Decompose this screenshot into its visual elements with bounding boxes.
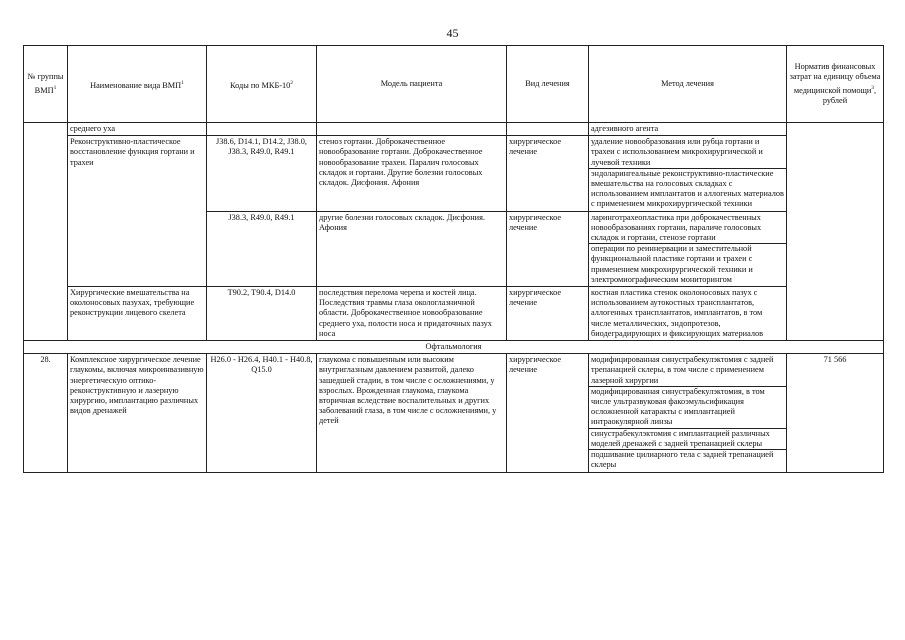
icd-codes-cell: J38.6, D14.1, D14.2, J38.0, J38.3, R49.0, R49.1 [207,136,317,211]
table-row [24,123,884,136]
method-item: операции по реиннервации и заместительной функциональной пластике гортани и трахеи с применением микрохирургической техники и электромиографическим мониторингом [591,244,753,284]
icd-codes-cell: T90.2, T90.4, D14.0 [207,287,317,341]
header-vmp-name: Наименование вида ВМП$^1$ [68,46,207,123]
header-group-no: № группы ВМП$^1$ [24,46,68,123]
icd-codes-cell: H26.0 - H26.4, H40.1 - H40.8, Q15.0 [207,354,317,472]
table-row [24,287,884,341]
method-cell [589,211,787,286]
method-cell [589,136,787,211]
group-cell: 28. [24,354,68,472]
cost-cell: 71 566 [787,354,884,472]
method-item: модифицированная синустрабекулэктомия с задней трепанацией склеры, в том числе с применением лазерной хирургии [589,355,786,387]
header-patient-model: Модель пациента [317,46,507,123]
table-row [24,136,884,211]
method-item: модифицированная синустрабекулэктомия, в том числе ультразвуковая факоэмульсификация осложненной катаракты с имплантацией интраокулярной линзы [589,387,786,429]
patient-model-cell: глаукома с повышенным или высоким внутриглазным давлением развитой, далеко зашедшей стадии, в том числе с осложнениями, у взрослых. Врожденная глаукома, глаукома вторичная вследствие воспалительных и других заболеваний глаза, в том числе с осложнениями, у детей [317,354,507,472]
treatment-type-cell: хирургическое лечение [507,136,589,211]
patient-model-cell: другие болезни голосовых складок. Дисфония. Афония [317,211,507,286]
header-treatment-type: Вид лечения [507,46,589,123]
method-cell: костная пластика стенок околоносовых пазух с использованием аутокостных трансплантатов, аллогенных трансплантатов, имплантатов, в том числе металлических, эндопротезов, биодеградирующих и фиксирующих материалов [589,287,787,341]
vmp-name-cell: Реконструктивно-пластическое восстановление функция гортани и трахеи [68,136,207,287]
method-cell: адгезивного агента [589,123,787,136]
icd-codes-cell: J38.3, R49.0, R49.1 [207,211,317,286]
header-treatment-method: Метод лечения [589,46,787,123]
patient-model-cell: последствия перелома черепа и костей лица. Последствия травмы глаза окологлазничной области. Доброкачественное новообразование среднего уха, полости носа и придаточных пазух носа [317,287,507,341]
patient-model-cell: стеноз гортани. Доброкачественное новообразование гортани. Доброкачественное новообразование трахеи. Паралич голосовых складок и гортани. Другие болезни голосовых складок. Дисфония. Афония [317,136,507,211]
header-cost-norm: Норматив финансовых затрат на единицу объема медицинской помощи$^3$, рублей [787,46,884,123]
group-cell [24,123,68,341]
treatment-type-cell: хирургическое лечение [507,354,589,472]
method-item: удаление новообразования или рубца гортани и трахеи с использованием микрохирургической и лучевой техники [589,137,786,169]
header-icd-codes: Коды по МКБ-$10^2$ [207,46,317,123]
table-row [24,354,884,472]
table-header-row [24,46,884,123]
method-item: синустрабекулэктомия с имплантацией различных моделей дренажей с задней трепанацией склеры [589,429,786,450]
method-item: эндоларингеальные реконструктивно-пластические вмешательства на голосовых складках с использованием имплантатов и аллогеных материалов с применением микрохирургической техники [591,168,784,209]
method-cell [589,354,787,472]
section-row [24,341,884,354]
method-item: подшивание цилиарного тела с задней трепанацией склеры [591,450,774,470]
treatment-type-cell: хирургическое лечение [507,287,589,341]
page-number: 45 [446,26,459,40]
cost-cell [787,123,884,341]
vmp-table [23,45,884,473]
section-title: Офтальмология [24,341,884,354]
vmp-name-cell: среднего уха [68,123,207,136]
treatment-type-cell: хирургическое лечение [507,211,589,286]
method-item: ларинготрахеопластика при доброкачественных новообразованиях гортани, параличе голосовых складок и гортани, стенозе гортани [589,213,786,245]
vmp-name-cell: Хирургические вмешательства на околоносовых пазухах, требующие реконструкции лицевого скелета [68,287,207,341]
vmp-name-cell: Комплексное хирургическое лечение глаукомы, включая микроинвазивную энергетическую оптико-реконструктивную и лазерную хирургию, имплантацию различных видов дренажей [68,354,207,472]
